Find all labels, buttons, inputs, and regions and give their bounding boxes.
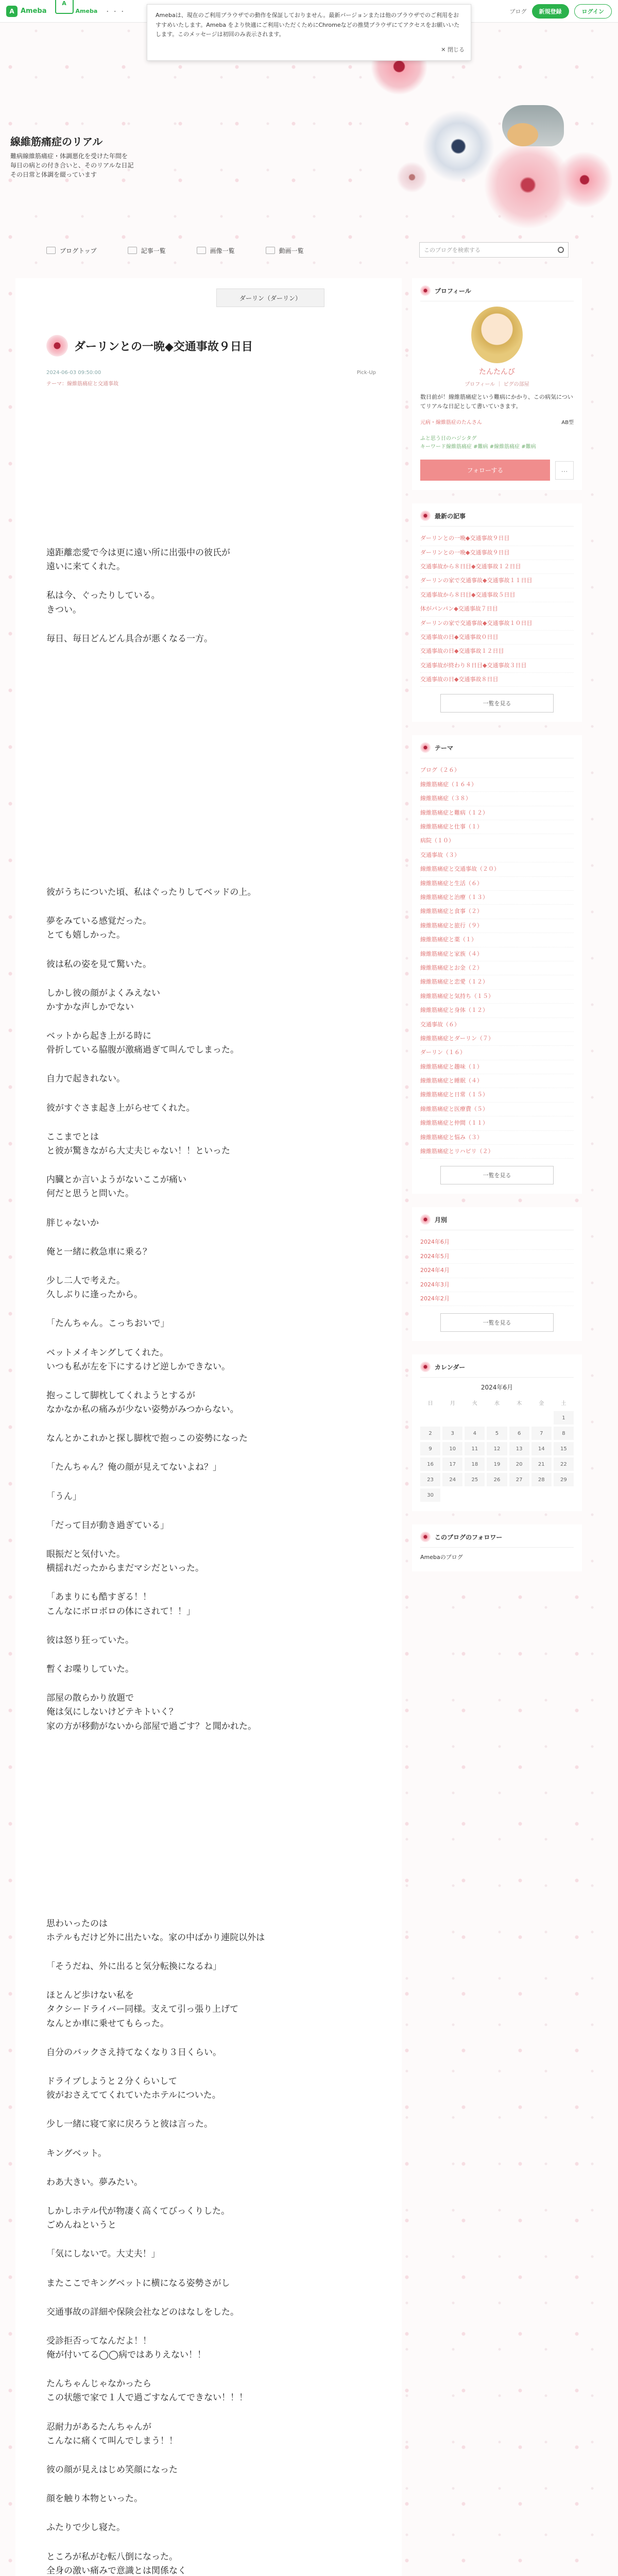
followers-heading-label: このブログのフォロワー <box>435 1533 503 1541</box>
calendar-day <box>509 1411 529 1425</box>
post-paragraph: 抱っこして脚枕してくれようとするが なかなか私の痛みが少ない姿勢がみつからない。 <box>46 1390 239 1415</box>
blog-search-input[interactable] <box>419 242 569 258</box>
profile-heading <box>420 285 574 301</box>
theme-link[interactable]: 線維筋痛症と睡眠（４） <box>420 1074 574 1088</box>
post-paragraph: 毎日、毎日どんどん具合が悪くなる一方。 <box>46 633 213 644</box>
theme-link[interactable]: 線維筋痛症と仲間（１１） <box>420 1116 574 1130</box>
theme-link[interactable]: 病院（１０） <box>420 834 574 848</box>
nav-label: 記事一覧 <box>141 247 166 255</box>
archive-month-link[interactable]: 2024年5月 <box>420 1250 574 1264</box>
post-paragraph: ベットメイキングしてくれた。 いつも私が左を下にするけど逆しかできない。 <box>46 1347 230 1372</box>
theme-link[interactable]: 線維筋痛症とお金（２） <box>420 961 574 975</box>
latest-post-link[interactable]: 交通事故が終わり８日目◆交通事故３日目 <box>420 659 574 673</box>
more-button[interactable]: … <box>555 461 574 480</box>
profile-box <box>412 278 582 490</box>
post-paragraph: 彼は怒り狂っていた。 <box>46 1635 134 1646</box>
search-icon[interactable] <box>558 247 564 253</box>
post-paragraph: 顔を触り本物といった。 <box>46 2494 143 2504</box>
flower-icon <box>420 285 431 296</box>
calendar-heading <box>420 1362 574 1378</box>
latest-post-link[interactable]: ダーリンの家で交通事故◆交通事故１０日目 <box>420 617 574 631</box>
post-paragraph: 部屋の散らかり放題で 俺は気にしないけどテキトいく？ 家の方が移動がないから部屋で過ごす？と聞かれた。 <box>46 1693 256 1732</box>
post-paragraph: 彼は私の姿を見て驚いた。 <box>46 959 151 970</box>
post-paragraph: 自分のバックさえ持てなくなり３日くらい。 <box>46 2047 221 2058</box>
theme-link[interactable]: 線維筋痛症（１６４） <box>420 778 574 792</box>
nav-video-list[interactable] <box>266 246 304 255</box>
calendar-day[interactable]: 20 <box>509 1458 529 1471</box>
post-paragraph <box>46 1861 376 1902</box>
top-menu-dots[interactable]: ・ ・ ・ <box>105 8 126 15</box>
profile-heading-label: プロフィール <box>435 287 471 295</box>
post-paragraph: ほとんど歩けない私を タクシードライバー同様。支えて引っ張り上げて なんとか車に乗せてもらった。 <box>46 1990 239 2029</box>
calendar-day[interactable]: 21 <box>531 1458 552 1471</box>
profile-links[interactable]: プロフィール ｜ ピグの部屋 <box>465 382 529 387</box>
profile-tags[interactable]: ふと思う日のハジシタグ キーワード線維筋痛症 #難病 #線維筋痛症 #難病 <box>420 436 536 450</box>
theme-link[interactable]: 線維筋痛症と医療費（５） <box>420 1103 574 1116</box>
calendar-box <box>412 1354 582 1511</box>
service-logo-icon: A <box>55 0 74 14</box>
post-paragraph: 少し一緒に寝て家に戻ろうと彼は言った。 <box>46 2119 213 2130</box>
login-button[interactable]: ログイン <box>574 4 612 19</box>
calendar-day[interactable]: 23 <box>420 1473 440 1486</box>
notice-text: Amebaは、現在のご利用ブラウザでの動作を保証しておりません。最新バージョンまたは他のブラウザでのご利用をおすすめいたします。Ameba をより快適にご利用いただくためにChromeなどの推奨ブラウザにてアクセスをお願いいたします。このメッセージは初回のみ表示されます。 <box>156 12 460 38</box>
profile-sub-left[interactable]: 元病・線維筋症のたんさん <box>420 420 482 426</box>
sidebar <box>412 278 582 1585</box>
post-paragraph: しかし彼の顔がよくみえない かすかな声しかでない <box>46 988 160 1012</box>
image-icon <box>197 247 206 254</box>
theme-link[interactable]: ダーリン（１６） <box>420 1046 574 1060</box>
latest-post-link[interactable]: 交通事故の日◆交通事故８日目 <box>420 673 574 687</box>
ameba-logo[interactable] <box>6 6 47 17</box>
calendar-weekday: 土 <box>561 1400 566 1406</box>
calendar-weekday: 日 <box>427 1400 433 1406</box>
calendar-weekday: 月 <box>450 1400 455 1406</box>
calendar-weekday: 水 <box>494 1400 500 1406</box>
follow-button[interactable]: フォローする <box>420 460 550 481</box>
latest-post-link[interactable]: ダーリンとの一晩◆交通事故９日目 <box>420 546 574 560</box>
post-paragraph: 少し二人で考えた。 久しぶりに逢ったから。 <box>46 1275 143 1300</box>
calendar-day[interactable]: 25 <box>465 1473 485 1486</box>
post-paragraph: 受診拒否ってなんだよ！！ 俺が付いてる◯◯病ではありえない！！ <box>46 2335 207 2361</box>
calendar-grid <box>420 1396 574 1502</box>
post-paragraph: ドライブしようと２分くらいして 彼がおさえててくれていたホテルについた。 <box>46 2076 221 2101</box>
calendar-day[interactable]: 3 <box>442 1427 462 1440</box>
theme-link[interactable]: ブログ（２６） <box>420 764 574 777</box>
latest-post-link[interactable]: 体がパンパン◆交通事故７日目 <box>420 602 574 616</box>
browser-notice-popup <box>147 4 471 61</box>
service-logo-text: Ameba <box>75 8 98 14</box>
calendar-day[interactable]: 1 <box>554 1411 574 1425</box>
nav-image-list[interactable] <box>197 246 235 255</box>
post-paragraph: なんとかこれかと探し脚枕で抱っこの姿勢になった <box>46 1433 248 1444</box>
theme-link[interactable]: 線維筋痛症と悩み（３） <box>420 1131 574 1145</box>
post-paragraph: 自力で起きれない。 <box>46 1074 125 1084</box>
list-icon <box>128 247 137 254</box>
calendar-day[interactable]: 14 <box>531 1442 552 1455</box>
post-paragraph <box>46 661 376 702</box>
ameba-logo-icon: A <box>6 6 18 17</box>
themes-box <box>412 735 582 1194</box>
profile-sub-right: AB型 <box>561 420 574 426</box>
post-paragraph: わあ大きい。夢みたい。 <box>46 2177 143 2188</box>
theme-link[interactable]: 線維筋痛症と治療（１３） <box>420 891 574 905</box>
bird-belly <box>507 123 538 146</box>
top-right-area <box>510 4 612 19</box>
calendar-day <box>487 1411 507 1425</box>
calendar-day[interactable]: 5 <box>487 1427 507 1440</box>
calendar-heading-label: カレンダー <box>435 1363 466 1371</box>
post-paragraph: しかしホテル代が物凄く高くてびっくりした。 ごめんねというと <box>46 2206 230 2231</box>
nav-label: ブログトップ <box>60 247 97 255</box>
archive-box <box>412 1207 582 1341</box>
post-paragraph: 胖じゃないか <box>46 1217 99 1228</box>
flower-decoration <box>422 110 494 182</box>
blog-title[interactable]: 線維筋痛症のリアル <box>10 135 103 148</box>
archive-heading-label: 月別 <box>435 1216 448 1224</box>
followers-text[interactable]: Amebaのブログ <box>420 1554 463 1561</box>
calendar-day[interactable]: 17 <box>442 1458 462 1471</box>
archive-month-link[interactable]: 2024年4月 <box>420 1264 574 1278</box>
register-button[interactable]: 新規登録 <box>532 4 569 19</box>
notice-close-button[interactable]: ✕ 閉じる <box>441 46 465 54</box>
calendar-weekday: 火 <box>472 1400 477 1406</box>
calendar-day[interactable]: 18 <box>465 1458 485 1471</box>
post-paragraph <box>46 829 376 871</box>
latest-heading-label: 最新の記事 <box>435 512 466 520</box>
latest-post-link[interactable]: 交通事故の日◆交通事故０日目 <box>420 631 574 645</box>
calendar-day[interactable]: 19 <box>487 1458 507 1471</box>
latest-heading <box>420 511 574 527</box>
post-paragraph <box>46 1805 376 1846</box>
calendar-day[interactable]: 13 <box>509 1442 529 1455</box>
calendar-day[interactable]: 4 <box>465 1427 485 1440</box>
flower-icon <box>420 1214 431 1225</box>
theme-link[interactable]: 交通事故（６） <box>420 1018 574 1032</box>
nav-label: 画像一覧 <box>210 247 235 255</box>
theme-link[interactable]: 交通事故（３） <box>420 849 574 862</box>
theme-link[interactable]: 線維筋痛症と旅行（９） <box>420 919 574 933</box>
latest-posts-box <box>412 503 582 722</box>
archive-month-link[interactable]: 2024年2月 <box>420 1292 574 1306</box>
post-paragraph <box>46 1749 376 1790</box>
flower-title-icon <box>46 335 68 357</box>
flower-decoration <box>556 151 613 208</box>
post-paragraph: ここまでとは と彼が驚きながら大丈夫じゃない！！といった <box>46 1131 230 1156</box>
post-paragraph: 彼がうちについた頃、私はぐったりしてベッドの上。 <box>46 887 256 897</box>
archive-all-button[interactable]: 一覧を見る <box>440 1313 554 1332</box>
calendar-day <box>420 1411 440 1425</box>
avatar[interactable] <box>471 307 523 363</box>
nav-label: 動画一覧 <box>279 247 304 255</box>
theme-link[interactable]: 線維筋痛症と食事（２） <box>420 905 574 919</box>
calendar-day[interactable]: 10 <box>442 1442 462 1455</box>
archive-list <box>420 1235 574 1306</box>
theme-link[interactable]: 線維筋痛症と家族（４） <box>420 947 574 961</box>
calendar-weekday: 木 <box>517 1400 522 1406</box>
profile-description: 数日前が！線維筋痛症という難病にかかり、この病気についてリアルな日記として書いていきます。 <box>420 394 573 410</box>
latest-post-link[interactable]: ダーリンとの一晩◆交通事故９日目 <box>420 532 574 546</box>
profile-name[interactable]: たんたんび <box>479 368 515 376</box>
post-paragraph: 「うん」 <box>46 1491 81 1502</box>
blog-description: 難病線維筋痛症・体調悪化を受けた年間を 毎日の病との付き合いと、そのリアルな日記 その日常と体調を綴っています <box>10 152 134 178</box>
post-paragraph: 交通事故の詳細や保険会社などのはなしをした。 <box>46 2307 239 2317</box>
theme-link[interactable]: 線維筋痛症と交通事故（２０） <box>420 862 574 876</box>
post-date: 2024-06-03 09:50:00 <box>46 370 101 376</box>
calendar-day[interactable]: 29 <box>554 1473 574 1486</box>
home-icon <box>46 247 56 254</box>
post-paragraph: 「気にしないで。大丈夫！」 <box>46 2249 160 2260</box>
flower-icon <box>420 511 431 521</box>
calendar-day[interactable]: 11 <box>465 1442 485 1455</box>
theme-link[interactable]: 線維筋痛症とダーリン（７） <box>420 1032 574 1046</box>
calendar-day[interactable]: 28 <box>531 1473 552 1486</box>
post-body <box>46 546 376 2576</box>
flower-icon <box>420 1532 431 1542</box>
post-paragraph: 私は今、ぐったりしている。 きつい。 <box>46 590 160 615</box>
calendar-day[interactable]: 26 <box>487 1473 507 1486</box>
post-paragraph: 暫くお喋りしていた。 <box>46 1664 134 1674</box>
follow-row <box>420 460 574 481</box>
post-paragraph: 遠距離恋愛で今は更に遠い所に出張中の彼氏が 遠いに来てくれた。 <box>46 548 230 572</box>
archive-heading <box>420 1214 574 1230</box>
followers-box <box>412 1524 582 1571</box>
profile-sub <box>420 418 574 426</box>
calendar-day[interactable]: 12 <box>487 1442 507 1455</box>
post-paragraph: 「たんちゃん。こっちおいで」 <box>46 1318 169 1329</box>
post-paragraph: 眼振だと気付いた。 横揺れだったからまだマシだといった。 <box>46 1549 204 1574</box>
post-theme-link[interactable]: テーマ：線維筋痛症と交通事故 <box>46 381 118 387</box>
calendar-day[interactable]: 24 <box>442 1473 462 1486</box>
flower-decoration <box>397 162 427 193</box>
calendar-weekday: 金 <box>539 1400 544 1406</box>
post-paragraph: 「そうだね、外に出ると気分転換になるね」 <box>46 1961 221 1972</box>
post-paragraph: たんちゃんじゃなかったら この状態で家で１人で過ごすなんてできない！！！ <box>46 2379 248 2403</box>
post-paragraph: またここでキングベットに横になる姿勢さがし <box>46 2278 230 2289</box>
video-icon <box>266 247 275 254</box>
post-pin: Pick-Up <box>356 370 376 376</box>
blog-link[interactable]: ブログ <box>509 8 527 15</box>
nav-blog-top[interactable] <box>46 246 97 255</box>
calendar-month: 2024年6月 <box>480 1384 513 1392</box>
latest-all-button[interactable]: 一覧を見る <box>440 694 554 713</box>
main-article <box>15 278 402 2576</box>
post-paragraph: 思わいったのは ホテルもだけど外に出たいな。家の中ばかり連院以外は <box>46 1918 265 1943</box>
calendar-day[interactable]: 7 <box>531 1427 552 1440</box>
theme-link[interactable]: 線維筋痛症（３８） <box>420 792 574 806</box>
archive-month-link[interactable]: 2024年6月 <box>420 1235 574 1249</box>
post-paragraph: ところが私がむ転八倒になった。 全身の激い痛みで意識とは関係なく <box>46 2551 186 2576</box>
latest-post-link[interactable]: 交通事故から８日目◆交通事故５日目 <box>420 588 574 602</box>
theme-link[interactable]: 線維筋痛症と恋愛（１２） <box>420 975 574 989</box>
calendar-day[interactable]: 22 <box>554 1458 574 1471</box>
post-meta <box>46 370 376 376</box>
latest-post-link[interactable]: 交通事故の日◆交通事故１２日目 <box>420 645 574 658</box>
post-title[interactable]: ダーリンとの一晩◆交通事故９日目 <box>74 340 253 353</box>
post-paragraph: 夢をみている感覚だった。 とても嬉しかった。 <box>46 916 151 941</box>
calendar-day <box>465 1411 485 1425</box>
post-paragraph: ベットから起き上がる時に 骨折している脇腹が激痛過ぎて叫んでしまった。 <box>46 1031 239 1056</box>
post-paragraph: キングベット。 <box>46 2148 107 2159</box>
theme-link[interactable]: 線維筋痛症と生活（６） <box>420 877 574 891</box>
themes-all-button[interactable]: 一覧を見る <box>440 1166 554 1184</box>
post-paragraph: 「あまりにも酷すぎる！！ こんなにボロボロの体にされて！！」 <box>46 1592 195 1617</box>
calendar-day[interactable]: 9 <box>420 1442 440 1455</box>
calendar-day[interactable]: 27 <box>509 1473 529 1486</box>
calendar-day[interactable]: 16 <box>420 1458 440 1471</box>
post-paragraph <box>46 773 376 815</box>
theme-link[interactable]: 線維筋痛症と気持ち（１５） <box>420 990 574 1004</box>
post-paragraph <box>46 717 376 758</box>
post-paragraph: 彼の顔が見えはじめ笑顔になった <box>46 2465 178 2475</box>
archive-month-link[interactable]: 2024年3月 <box>420 1278 574 1292</box>
theme-link[interactable]: 線維筋痛症と身体（１２） <box>420 1004 574 1018</box>
flower-icon <box>420 742 431 753</box>
themes-heading-label: テーマ <box>435 744 454 752</box>
calendar-day <box>442 1411 462 1425</box>
theme-link[interactable]: 線維筋痛症と薬（１） <box>420 933 574 947</box>
search-placeholder: このブログを検索する <box>424 247 480 253</box>
theme-link[interactable]: 線維筋痛症と難病（１２） <box>420 806 574 820</box>
calendar-day[interactable]: 6 <box>509 1427 529 1440</box>
calendar-day[interactable]: 30 <box>420 1488 440 1502</box>
ameba-logo-text: Ameba <box>21 7 47 15</box>
theme-button[interactable]: ダーリン（ダーリン） <box>216 289 324 307</box>
theme-list <box>420 764 574 1159</box>
calendar-day <box>531 1411 552 1425</box>
nav-entry-list[interactable] <box>128 246 166 255</box>
calendar-day[interactable]: 15 <box>554 1442 574 1455</box>
themes-heading <box>420 742 574 758</box>
theme-link[interactable]: 線維筋痛症と日常（１５） <box>420 1088 574 1102</box>
post-paragraph: 彼がすぐさま起き上がらせてくれた。 <box>46 1103 195 1113</box>
theme-link[interactable]: 線維筋痛症と仕事（１） <box>420 820 574 834</box>
post-paragraph: 内臓とか言いようがないここが痛い 何だと思うと問いた。 <box>46 1175 186 1199</box>
post-paragraph: 「たんちゃん？俺の顔が見えてないよね？」 <box>46 1462 221 1473</box>
calendar-day[interactable]: 8 <box>554 1427 574 1440</box>
followers-heading <box>420 1532 574 1548</box>
post-paragraph: 忍耐力があるたんちゃんが こんなに痛くて叫んでしまう！！ <box>46 2421 178 2446</box>
theme-link[interactable]: 線維筋痛症と趣味（１） <box>420 1060 574 1074</box>
calendar-day[interactable]: 2 <box>420 1427 440 1440</box>
post-paragraph: ふたりで少し寝た。 <box>46 2522 125 2533</box>
latest-post-link[interactable]: 交通事故から８日目◆交通事故１２日目 <box>420 560 574 574</box>
post-paragraph: 「だって目が動き過ぎている」 <box>46 1520 169 1531</box>
theme-link[interactable]: 線維筋痛症とリハビリ（２） <box>420 1145 574 1159</box>
flower-icon <box>420 1362 431 1372</box>
post-paragraph: 俺と一緒に救急車に乗る？ <box>46 1246 151 1257</box>
latest-list <box>420 532 574 687</box>
post-header <box>46 335 253 357</box>
latest-post-link[interactable]: ダーリンの家で交通事故◆交通事故１１日目 <box>420 574 574 588</box>
